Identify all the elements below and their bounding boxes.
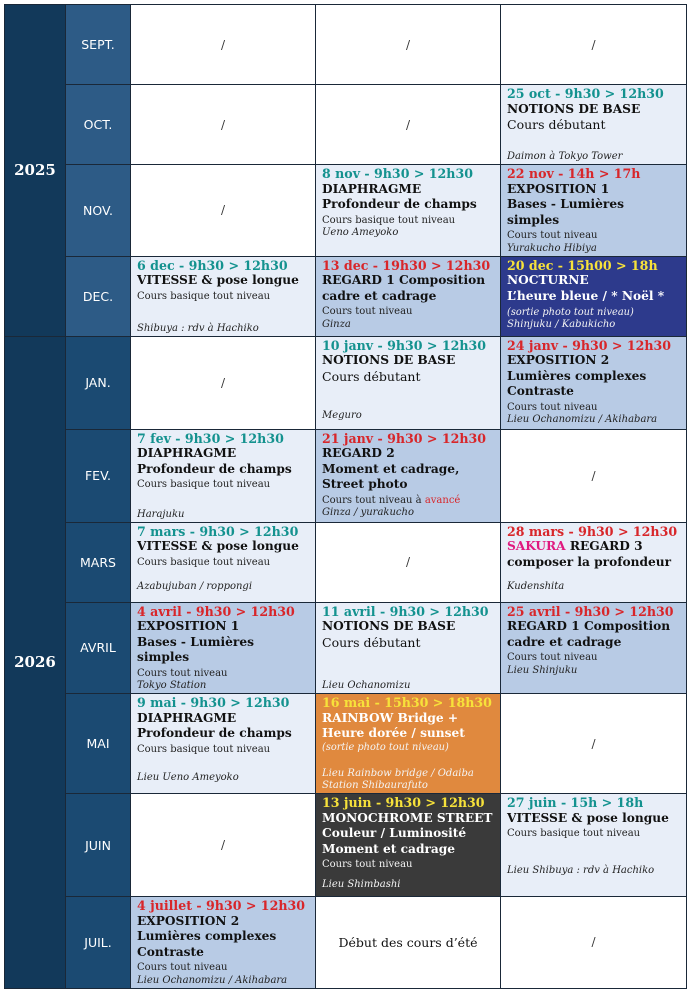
event-title: MONOCHROME STREET	[322, 810, 493, 825]
event-location: Lieu Ochanomizu / Akihabara	[507, 414, 658, 425]
event-subtitle: Profondeur de champs	[137, 726, 292, 740]
event-subtitle: Couleur / Luminosité	[322, 826, 467, 840]
event-note: Cours tout niveau	[507, 652, 598, 663]
year-2026: 2026	[5, 336, 66, 988]
month-mar: MARS	[66, 522, 131, 602]
month-jul: JUIL.	[66, 897, 131, 989]
event-date: 11 avril - 9h30 > 12h30	[322, 603, 489, 619]
event-note: Cours tout niveau	[137, 962, 228, 973]
event-location: Azabujuban / roppongi	[137, 580, 253, 592]
event-title: NOTIONS DE BASE	[507, 101, 641, 116]
event-cell-may-9	[131, 694, 316, 794]
event-note: Cours basique tout niveau	[137, 743, 271, 755]
event-date: 25 avril - 9h30 > 12h30	[507, 603, 674, 619]
event-location: Lieu Shinjuku	[507, 664, 578, 676]
event-date: 8 nov - 9h30 > 12h30	[322, 166, 473, 181]
event-location: Shinjuku / Kabukicho	[507, 319, 616, 330]
event-note: Cours basique tout niveau	[137, 290, 271, 302]
event-title: EXPOSITION 1	[137, 619, 240, 633]
empty-cell: /	[131, 794, 316, 897]
event-date: 7 fev - 9h30 > 12h30	[137, 430, 284, 446]
summer-courses-note: Début des cours d’été	[316, 897, 501, 989]
event-title: REGARD 1 Composition	[507, 619, 671, 633]
event-cell-apr-11	[316, 602, 501, 694]
event-title: EXPOSITION 1	[507, 181, 610, 196]
month-nov: NOV.	[66, 165, 131, 257]
event-location: Meguro	[322, 409, 362, 421]
event-title: NOTIONS DE BASE	[322, 619, 456, 633]
event-subtitle-2: Street photo	[322, 477, 408, 491]
event-date: 9 mai - 9h30 > 12h30	[137, 695, 290, 710]
event-note	[322, 495, 494, 508]
event-date: 20 dec - 15h00 > 18h	[507, 257, 658, 273]
event-location: Lieu Shimbashi	[322, 879, 401, 890]
event-cell-dec-20	[501, 256, 687, 336]
month-sept: SEPT.	[66, 5, 131, 85]
event-location: Ginza	[322, 318, 351, 330]
month-dec: DEC.	[66, 256, 131, 336]
month-oct: OCT.	[66, 85, 131, 165]
event-cell-jan-24	[501, 336, 687, 429]
event-location: Kudenshita	[507, 580, 565, 592]
event-note: Cours tout niveau	[507, 401, 598, 413]
event-cell-jan-10	[316, 336, 501, 429]
event-location: Ueno Ameyoko	[322, 227, 399, 238]
event-title: REGARD 1 Composition	[322, 273, 486, 287]
event-location: Shibuya : rdv à Hachiko	[137, 322, 259, 334]
empty-cell: /	[316, 5, 501, 85]
event-note: Cours basique tout niveau	[507, 828, 641, 839]
event-subtitle: Cours débutant	[322, 634, 421, 650]
event-subtitle: Cours débutant	[507, 117, 606, 132]
event-subtitle: composer la profondeur	[507, 554, 672, 569]
event-date: 10 janv - 9h30 > 12h30	[322, 337, 487, 353]
event-note: Cours basique tout niveau	[322, 214, 456, 226]
event-cell-mar-7	[131, 522, 316, 602]
event-title: VITESSE & pose longue	[507, 810, 669, 825]
event-title: RAINBOW Bridge +	[322, 710, 459, 725]
event-date: 13 juin - 9h30 > 12h30	[322, 795, 485, 810]
event-cell-oct-25	[501, 85, 687, 165]
event-cell-mar-28	[501, 522, 687, 602]
event-sub-note: (sortie photo tout niveau)	[507, 307, 634, 318]
event-cell-feb-21	[316, 429, 501, 522]
event-title: VITESSE & pose longue	[137, 539, 299, 553]
event-cell-dec-6	[131, 256, 316, 336]
event-location: Lieu Ochanomizu	[322, 680, 411, 691]
event-cell-dec-13	[316, 256, 501, 336]
event-subtitle: Moment et cadrage,	[322, 461, 460, 476]
event-title: NOCTURNE	[507, 273, 589, 287]
event-title-text: REGARD 3	[565, 539, 643, 553]
event-title: DIAPHRAGME	[322, 181, 422, 196]
event-cell-may-16	[316, 694, 501, 794]
event-subtitle-2: Contraste	[137, 944, 204, 959]
event-date: 25 oct - 9h30 > 12h30	[507, 86, 664, 101]
event-subtitle: Profondeur de champs	[322, 197, 477, 211]
event-cell-jul-4	[131, 897, 316, 989]
event-sub-note: (sortie photo tout niveau)	[322, 741, 449, 753]
event-cell-feb-7	[131, 429, 316, 522]
event-location-2: Station Shibaurafuto	[322, 780, 428, 791]
event-location: Lieu Ochanomizu / Akihabara	[137, 974, 288, 986]
event-date: 24 janv - 9h30 > 12h30	[507, 337, 672, 353]
event-date: 13 dec - 19h30 > 12h30	[322, 257, 491, 273]
event-cell-jun-13	[316, 794, 501, 897]
event-location: Lieu Ueno Ameyoko	[137, 772, 239, 783]
event-note: Cours tout niveau	[137, 667, 228, 679]
event-date: 27 juin - 15h > 18h	[507, 795, 644, 810]
event-subtitle-2: Moment et cadrage	[322, 841, 456, 856]
empty-cell: /	[316, 85, 501, 165]
month-apr: AVRIL	[66, 602, 131, 694]
event-location: Harajuku	[137, 508, 185, 520]
year-2025: 2025	[5, 5, 66, 337]
event-subtitle: cadre et cadrage	[322, 288, 437, 303]
event-title: VITESSE & pose longue	[137, 273, 299, 287]
event-date: 6 dec - 9h30 > 12h30	[137, 257, 288, 273]
schedule-table	[4, 4, 687, 989]
event-date: 22 nov - 14h > 17h	[507, 166, 641, 181]
event-title: EXPOSITION 2	[507, 353, 610, 367]
event-date: 4 avril - 9h30 > 12h30	[137, 603, 295, 619]
event-date: 7 mars - 9h30 > 12h30	[137, 523, 299, 539]
month-may: MAI	[66, 694, 131, 794]
event-note: Cours tout niveau	[322, 859, 413, 870]
event-title: DIAPHRAGME	[137, 446, 237, 460]
month-jun: JUIN	[66, 794, 131, 897]
event-cell-apr-4	[131, 602, 316, 694]
event-note: Cours basique tout niveau	[137, 556, 271, 568]
event-cell-apr-25	[501, 602, 687, 694]
empty-cell: /	[501, 5, 687, 85]
event-subtitle: cadre et cadrage	[507, 634, 622, 649]
empty-cell: /	[131, 165, 316, 257]
empty-cell: /	[501, 694, 687, 794]
event-title: NOTIONS DE BASE	[322, 353, 456, 367]
event-location: Ginza / yurakucho	[322, 507, 414, 518]
event-date: 21 janv - 9h30 > 12h30	[322, 430, 487, 446]
event-subtitle: Bases - Lumières simples	[137, 634, 254, 664]
event-note-text: Cours tout niveau à	[322, 494, 425, 506]
event-cell-nov-22	[501, 165, 687, 257]
event-date: 28 mars - 9h30 > 12h30	[507, 523, 678, 539]
empty-cell: /	[501, 429, 687, 522]
event-title: EXPOSITION 2	[137, 913, 240, 928]
event-title	[507, 539, 680, 555]
event-title: REGARD 2	[322, 446, 395, 460]
event-location: Lieu Shibuya : rdv à Hachiko	[507, 865, 655, 876]
event-location: Daimon à Tokyo Tower	[507, 151, 623, 162]
event-date: 16 mai - 15h30 > 18h30	[322, 695, 492, 710]
event-location: Yurakucho Hibiya	[507, 242, 597, 254]
event-subtitle: Bases - Lumières simples	[507, 197, 624, 227]
event-location: Lieu Rainbow bridge / Odaiba	[322, 768, 474, 779]
empty-cell: /	[316, 522, 501, 602]
empty-cell: /	[501, 897, 687, 989]
event-title: DIAPHRAGME	[137, 710, 237, 725]
event-subtitle-2: Contraste	[507, 384, 574, 398]
event-note: Cours tout niveau	[507, 230, 598, 241]
empty-cell: /	[131, 85, 316, 165]
event-title-highlight: SAKURA	[507, 539, 566, 553]
event-cell-nov-8	[316, 165, 501, 257]
event-note: Cours basique tout niveau	[137, 479, 271, 490]
event-subtitle: Lumières complexes	[507, 368, 647, 383]
event-subtitle: Lumières complexes	[137, 929, 277, 943]
event-location: Tokyo Station	[137, 680, 207, 691]
event-subtitle: L’heure bleue / * Noël *	[507, 288, 665, 303]
event-date: 4 juillet - 9h30 > 12h30	[137, 898, 306, 913]
event-note: Cours tout niveau	[322, 306, 413, 317]
event-subtitle: Profondeur de champs	[137, 461, 292, 476]
event-subtitle: Cours débutant	[322, 368, 421, 384]
month-jan: JAN.	[66, 336, 131, 429]
event-note-highlight: avancé	[424, 494, 461, 506]
empty-cell: /	[131, 5, 316, 85]
event-cell-jun-27	[501, 794, 687, 897]
month-feb: FEV.	[66, 429, 131, 522]
event-subtitle: Heure dorée / sunset	[322, 726, 465, 740]
empty-cell: /	[131, 336, 316, 429]
